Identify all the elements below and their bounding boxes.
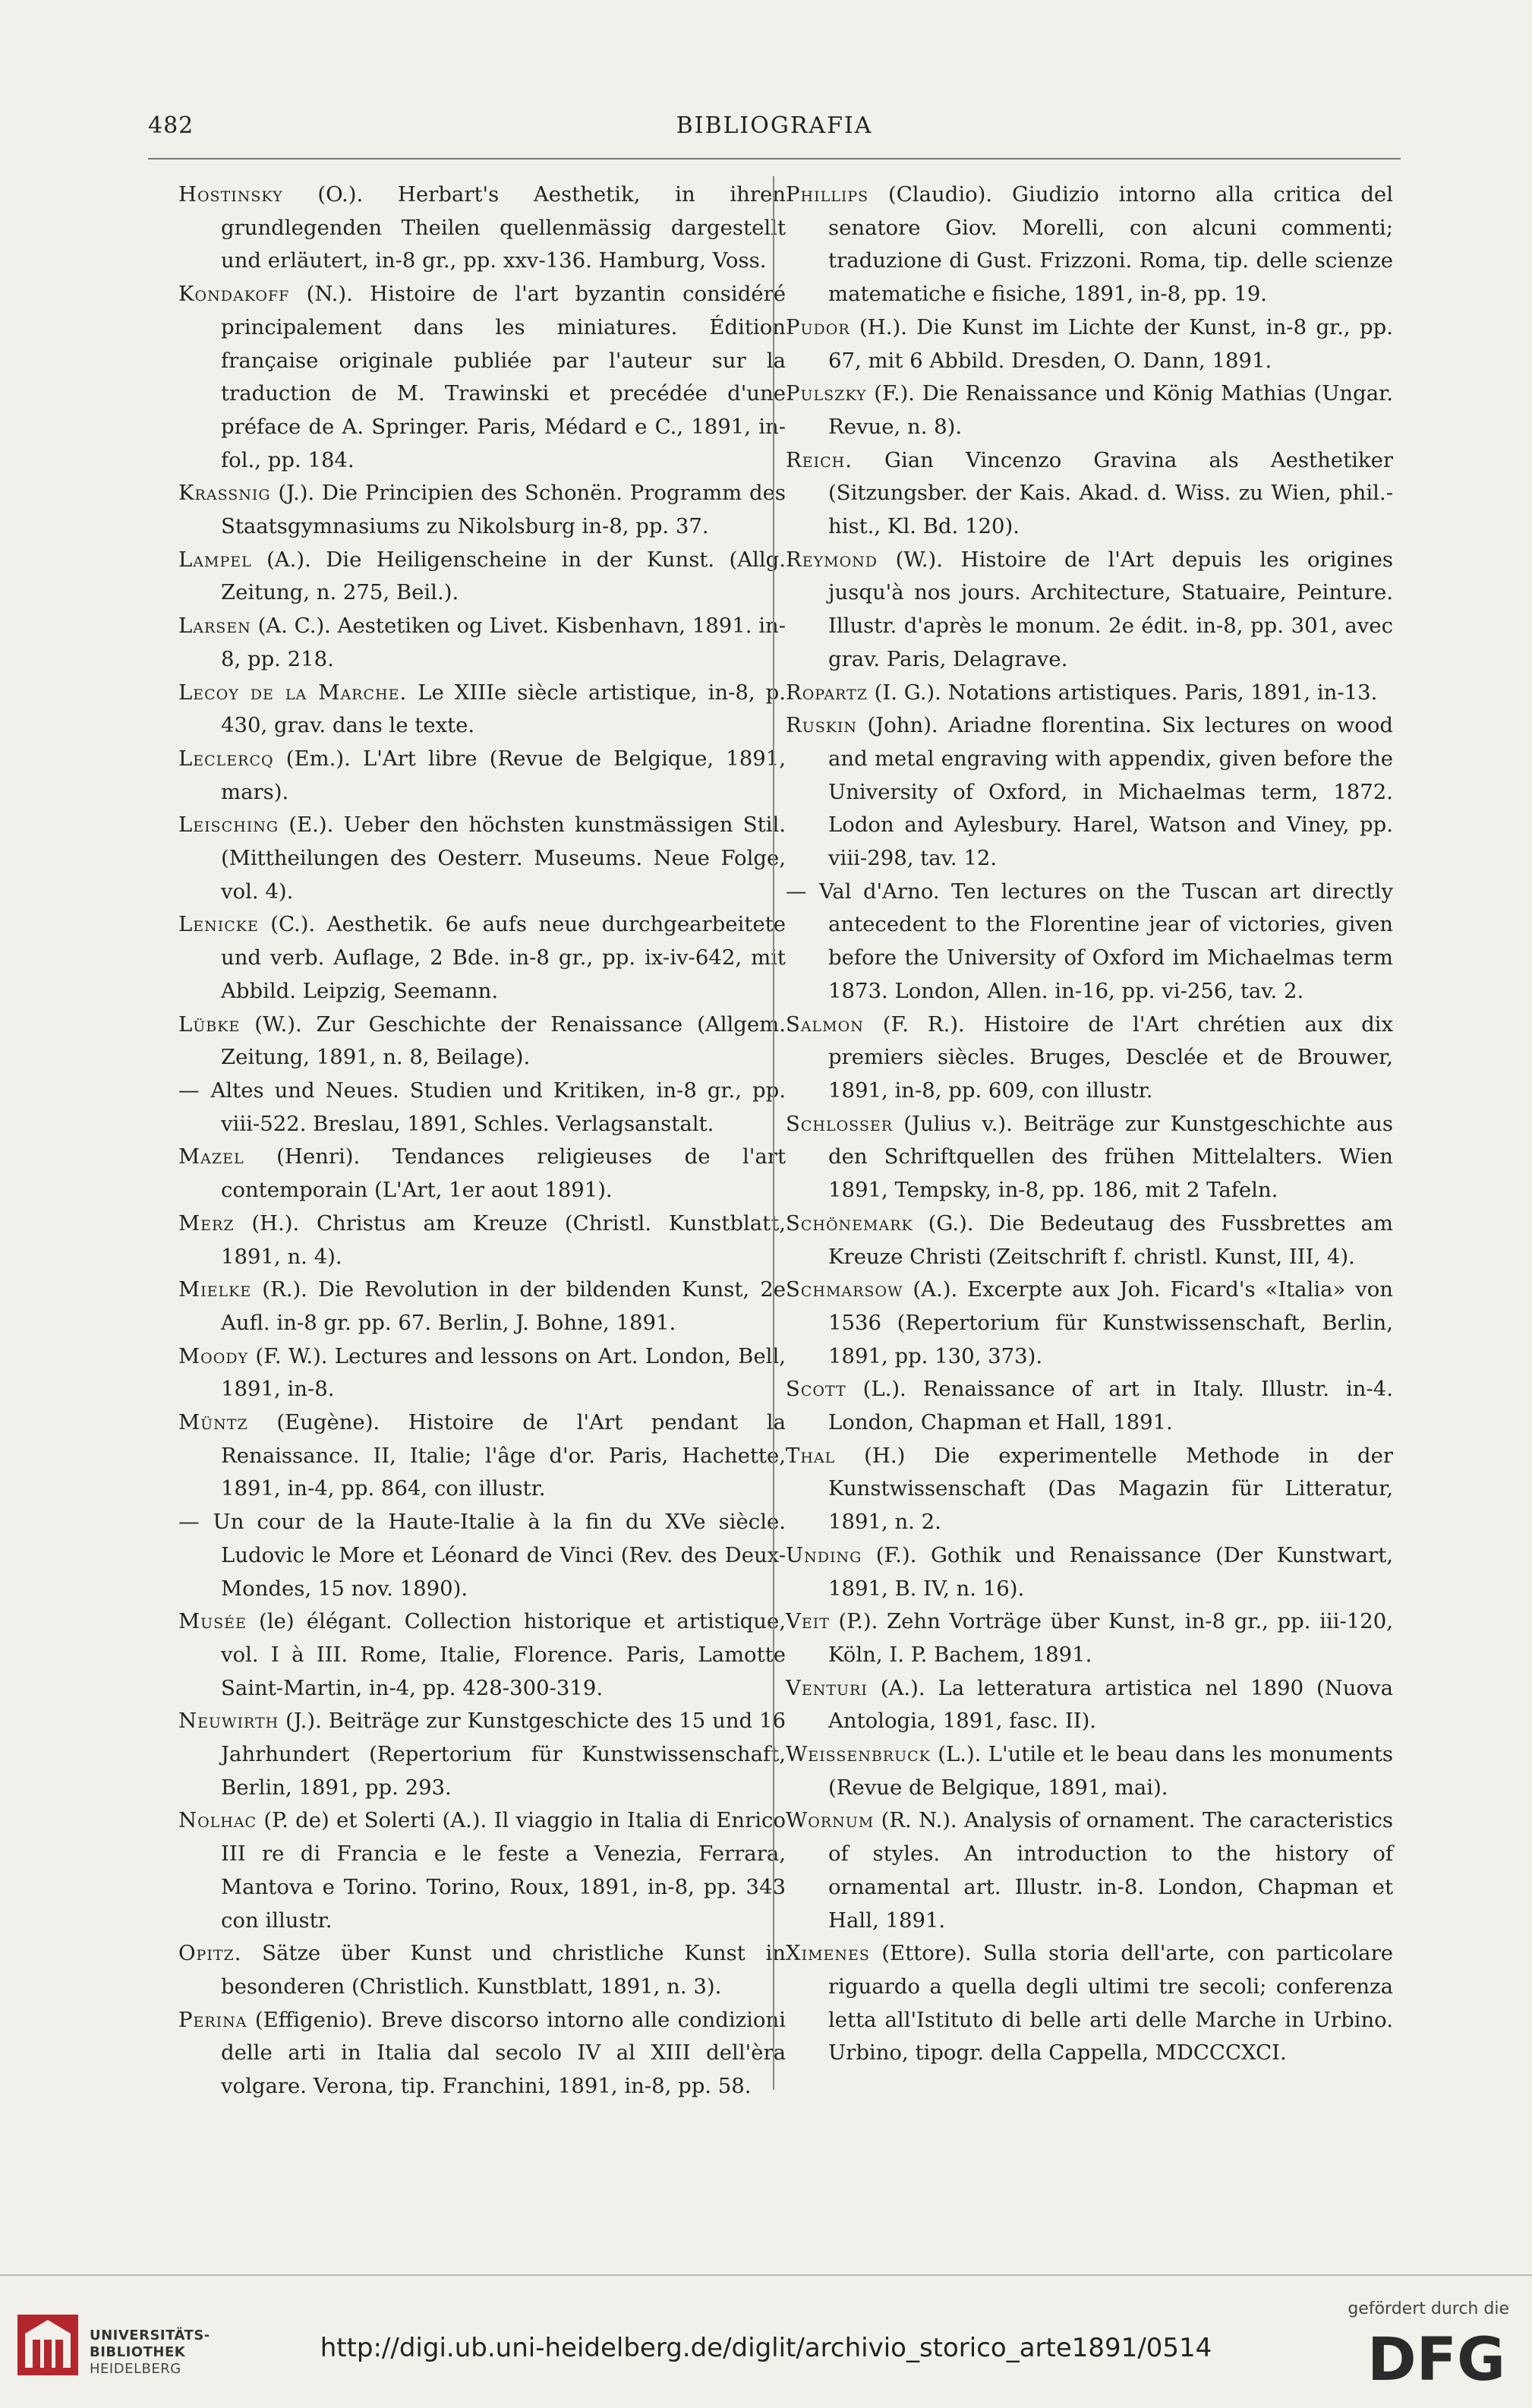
bibliography-entry bbox=[786, 1273, 1393, 1373]
entry-text: (H.). Die Kunst im Lichte der Kunst, in-8 gr., pp. 67, mit 6 Abbild. Dresden, O. Dann, 1891. bbox=[828, 314, 1393, 373]
entry-author: Merz bbox=[178, 1210, 235, 1236]
bibliography-entry bbox=[178, 2004, 786, 2103]
entry-text: (Eugène). Histoire de l'Art pendant la Renaissance. II, Italie; l'âge d'or. Paris, Hachette, 1891, in-4, pp. 864, con illustr. bbox=[221, 1410, 786, 1501]
entry-text: Altes und Neues. Studien und Kritiken, in-8 gr., pp. viii-522. Breslau, 1891, Schles. Verlagsanstalt. bbox=[200, 1078, 786, 1136]
entry-text: Gian Vincenzo Gravina als Aesthetiker (Sitzungsber. der Kais. Akad. d. Wiss. zu Wien, phil.-hist., Kl. Bd. 120). bbox=[828, 447, 1393, 539]
bibliography-entry bbox=[178, 677, 786, 743]
entry-text: (G.). Die Bedeutaug des Fussbrettes am Kreuze Christi (Zeitschrift f. christl. Kunst, III, 4). bbox=[828, 1210, 1393, 1269]
bibliography-entry bbox=[786, 1539, 1393, 1605]
entry-text: (J.). Beiträge zur Kunstgeschicte des 15 und 16 Jahrhundert (Repertorium für Kunstwissenschaft, Berlin, 1891, pp. 293. bbox=[221, 1709, 786, 1800]
entry-author: Neuwirth bbox=[178, 1709, 279, 1734]
entry-text: (Ettore). Sulla storia dell'arte, con particolare riguardo a quella degli ultimi tre secoli; conferenza letta all'Istituto di belle arti delle Marche in Urbino. Urbino, tipogr. della Cappella, MDCCCXCI. bbox=[828, 1941, 1393, 2066]
page-header bbox=[148, 112, 1401, 158]
entry-author: Reymond bbox=[786, 547, 878, 572]
bibliography-entry bbox=[178, 1273, 786, 1340]
entry-text: (P.). Zehn Vorträge über Kunst, in-8 gr., pp. iii-120, Köln, I. P. Bachem, 1891. bbox=[828, 1609, 1393, 1667]
entry-text: (F.). Die Renaissance und König Mathias (Ungar. Revue, n. 8). bbox=[828, 381, 1393, 439]
entry-author: Krassnig bbox=[178, 481, 271, 506]
bibliography-entry bbox=[786, 1672, 1393, 1738]
entry-author: Lampel bbox=[178, 547, 252, 572]
library-name-line1: UNIVERSITÄTS- bbox=[90, 2328, 210, 2343]
entry-author: Schlosser bbox=[786, 1111, 894, 1136]
bibliography-entry bbox=[178, 278, 786, 477]
entry-author: Scott bbox=[786, 1377, 846, 1402]
entry-text: (P. de) et Solerti (A.). Il viaggio in Italia di Enrico III re di Francia e le feste a Venezia, Ferrara, Mantova e Torino. Torino, Roux, 1891, in-8, pp. 343 con illustr. bbox=[221, 1808, 786, 1933]
bibliography-entry bbox=[178, 908, 786, 1008]
entry-author: Ruskin bbox=[786, 713, 858, 738]
entry-author: Schönemark bbox=[786, 1210, 913, 1236]
bibliography-entry bbox=[786, 377, 1393, 443]
dfg-logo-text: DFG bbox=[1367, 2327, 1505, 2387]
source-url-link[interactable]: http://digi.ub.uni-heidelberg.de/diglit/archivio_storico_arte1891/0514 bbox=[320, 2333, 1212, 2363]
entry-text: (L.). Renaissance of art in Italy. Illustr. in-4. London, Chapman et Hall, 1891. bbox=[828, 1377, 1393, 1435]
entry-text: Val d'Arno. Ten lectures on the Tuscan art directly antecedent to the Florentine jear of victories, given before the University of Oxford im Michaelmas term 1873. London, Allen. in-16, pp. vi-256, tav. 2. bbox=[807, 879, 1393, 1003]
library-name-line3: HEIDELBERG bbox=[90, 2361, 181, 2377]
entry-text: (Em.). L'Art libre (Revue de Belgique, 1891, mars). bbox=[221, 746, 786, 804]
entry-text: (le) élégant. Collection historique et artistique, vol. I à III. Rome, Italie, Florence. Paris, Lamotte Saint-Martin, in-4, pp. 428-300-319. bbox=[221, 1609, 786, 1700]
bibliography-entry bbox=[786, 1937, 1393, 2070]
bibliography-entry bbox=[786, 677, 1393, 710]
entry-author: — bbox=[786, 879, 808, 904]
bibliography-entry bbox=[178, 477, 786, 543]
bibliography-entry bbox=[786, 1605, 1393, 1671]
entry-author: — bbox=[178, 1078, 200, 1103]
entry-text: (Claudio). Giudizio intorno alla critica del senatore Giov. Morelli, con alcuni commenti; traduzione di Gust. Frizzoni. Roma, tip. delle scienze matematiche e fisiche, 1891, in-8, pp. 19. bbox=[828, 182, 1393, 307]
entry-author: Unding bbox=[786, 1542, 862, 1567]
entry-text: (John). Ariadne florentina. Six lectures on wood and metal engraving with appendix, given before the University of Oxford, in Michaelmas term, 1872. Lodon and Aylesbury. Harel, Watson and Viney, pp. viii-298, tav. 12. bbox=[828, 713, 1393, 871]
entry-author: — bbox=[178, 1510, 200, 1535]
entry-text: (H.) Die experimentelle Methode in der Kunstwissenschaft (Das Magazin für Litteratur, 1891, n. 2. bbox=[828, 1443, 1393, 1535]
entry-author: Schmarsow bbox=[786, 1277, 903, 1302]
entry-text: (Effigenio). Breve discorso intorno alle condizioni delle arti in Italia dal secolo IV al XIII dell'èra volgare. Verona, tip. Franchini, 1891, in-8, pp. 58. bbox=[221, 2007, 786, 2099]
bibliography-entry bbox=[786, 1207, 1393, 1273]
entry-author: Mazel bbox=[178, 1144, 244, 1169]
entry-text: (Henri). Tendances religieuses de l'art contemporain (L'Art, 1er aout 1891). bbox=[221, 1144, 786, 1203]
entry-author: Veit bbox=[786, 1609, 830, 1634]
bibliography-entry bbox=[178, 809, 786, 908]
entry-text: Le XIIIe siècle artistique, in-8, p. 430, grav. dans le texte. bbox=[221, 680, 786, 738]
entry-text: (F. R.). Histoire de l'Art chrétien aux dix premiers siècles. Bruges, Desclée et de Brouwer, 1891, in-8, pp. 609, con illustr. bbox=[828, 1011, 1393, 1103]
bibliography-entry bbox=[786, 444, 1393, 544]
entry-text: (O.). Herbart's Aesthetik, in ihren grundlegenden Theilen quellenmässig dargestellt und erläutert, in-8 gr., pp. xxv-136. Hamburg, Voss. bbox=[221, 182, 786, 273]
entry-text: Un cour de la Haute-Italie à la fin du XVe siècle. Ludovic le More et Léonard de Vinci (Rev. des Deux-Mondes, 15 nov. 1890). bbox=[200, 1510, 786, 1601]
entry-author: Venturi bbox=[786, 1675, 868, 1700]
entry-author: Ropartz bbox=[786, 680, 868, 705]
entry-author: Opitz. bbox=[178, 1941, 242, 1966]
bibliography-entry bbox=[178, 1008, 786, 1075]
entry-author: Wornum bbox=[786, 1808, 875, 1833]
bibliography-entry bbox=[178, 1207, 786, 1273]
entry-text: Sätze über Kunst und christliche Kunst in besonderen (Christlich. Kunstblatt, 1891, n. 3). bbox=[221, 1941, 786, 1999]
bibliography-entry bbox=[178, 743, 786, 809]
page-number: 482 bbox=[148, 112, 194, 139]
bibliography-entry bbox=[786, 178, 1393, 311]
entry-author: Salmon bbox=[786, 1011, 864, 1037]
sponsor-text: gefördert durch die bbox=[1348, 2299, 1509, 2318]
entry-text: (A.). Excerpte aux Joh. Ficard's «Italia» von 1536 (Repertorium für Kunstwissenschaft, Berlin, 1891, pp. 130, 373). bbox=[828, 1277, 1393, 1368]
entry-text: (F.). Gothik und Renaissance (Der Kunstwart, 1891, B. IV, n. 16). bbox=[828, 1542, 1393, 1601]
entry-text: (H.). Christus am Kreuze (Christl. Kunstblatt, 1891, n. 4). bbox=[221, 1210, 786, 1269]
bibliography-entry bbox=[178, 178, 786, 278]
bibliography-entry bbox=[178, 1075, 786, 1141]
left-column bbox=[178, 178, 786, 2103]
entry-author: Nolhac bbox=[178, 1808, 257, 1833]
entry-text: (W.). Zur Geschichte der Renaissance (Allgem. Zeitung, 1891, n. 8, Beilage). bbox=[221, 1011, 786, 1070]
entry-author: Pudor bbox=[786, 314, 850, 339]
entry-text: (I. G.). Notations artistiques. Paris, 1891, in-13. bbox=[867, 680, 1378, 705]
column-divider bbox=[773, 176, 774, 2090]
entry-text: (J.). Die Principien des Schonën. Programm des Staatsgymnasiums zu Nikolsburg in-8, pp. 37. bbox=[221, 481, 786, 539]
entry-author: Phillips bbox=[786, 182, 869, 207]
entry-text: (Julius v.). Beiträge zur Kunstgeschichte aus den Schriftquellen des frühen Mittelalters. Wien 1891, Tempsky, in-8, pp. 186, mit 2 Tafeln. bbox=[828, 1111, 1393, 1203]
entry-author: Larsen bbox=[178, 614, 251, 639]
library-name-line2: BIBLIOTHEK bbox=[90, 2344, 186, 2360]
bibliography-entry bbox=[178, 1141, 786, 1207]
bibliography-entry bbox=[786, 709, 1393, 876]
entry-author: Reich. bbox=[786, 447, 853, 472]
bibliography-entry bbox=[178, 1506, 786, 1605]
header-rule bbox=[148, 158, 1401, 159]
bibliography-entry bbox=[786, 544, 1393, 677]
bibliography-entry bbox=[786, 1373, 1393, 1439]
bibliography-entry bbox=[178, 610, 786, 676]
bibliography-entry bbox=[786, 1008, 1393, 1108]
entry-author: Lecoy de la Marche. bbox=[178, 680, 408, 705]
entry-author: Perina bbox=[178, 2007, 247, 2032]
entry-author: Lübke bbox=[178, 1011, 241, 1037]
right-column bbox=[786, 178, 1393, 2070]
entry-text: (E.). Ueber den höchsten kunstmässigen Stil. (Mittheilungen des Oesterr. Museums. Neue Folge, vol. 4). bbox=[221, 813, 786, 904]
entry-author: Leisching bbox=[178, 813, 279, 838]
bibliography-entry bbox=[786, 1738, 1393, 1804]
entry-text: (A. C.). Aestetiken og Livet. Kisbenhavn, 1891. in-8, pp. 218. bbox=[221, 614, 786, 671]
entry-author: Musée bbox=[178, 1609, 247, 1634]
bibliography-entry bbox=[786, 1440, 1393, 1539]
bibliography-entry bbox=[178, 1937, 786, 2003]
entry-text: (C.). Aesthetik. 6e aufs neue durchgearbeitete und verb. Auflage, 2 Bde. in-8 gr., pp. ix-iv-642, mit Abbild. Leipzig, Seemann. bbox=[221, 912, 786, 1003]
entry-text: (A.). La letteratura artistica nel 1890 (Nuova Antologia, 1891, fasc. II). bbox=[828, 1675, 1393, 1734]
bibliography-entry bbox=[786, 876, 1393, 1008]
sponsor-block bbox=[1312, 2299, 1509, 2398]
dfg-logo-icon[interactable] bbox=[1350, 2327, 1509, 2387]
bibliography-entry bbox=[178, 1605, 786, 1705]
bibliography-entry bbox=[786, 1804, 1393, 1937]
entry-author: Moody bbox=[178, 1343, 249, 1368]
bibliography-entry bbox=[178, 1804, 786, 1937]
entry-text: (L.). L'utile et le beau dans les monuments (Revue de Belgique, 1891, mai). bbox=[828, 1742, 1393, 1800]
bibliography-entry bbox=[786, 1108, 1393, 1207]
entry-author: Müntz bbox=[178, 1410, 248, 1435]
entry-author: Weissenbruck bbox=[786, 1742, 931, 1767]
entry-author: Pulszky bbox=[786, 381, 867, 406]
entry-text: (R. N.). Analysis of ornament. The caracteristics of styles. An introduction to the history of ornamental art. Illustr. in-8. London, Chapman et Hall, 1891. bbox=[828, 1808, 1393, 1933]
entry-author: Hostinsky bbox=[178, 182, 283, 207]
bibliography-entry bbox=[786, 311, 1393, 377]
entry-text: (R.). Die Revolution in der bildenden Kunst, 2e Aufl. in-8 gr. pp. 67. Berlin, J. Bohne, 1891. bbox=[221, 1277, 786, 1335]
entry-author: Leclercq bbox=[178, 746, 274, 771]
entry-author: Kondakoff bbox=[178, 282, 290, 307]
entry-author: Lenicke bbox=[178, 912, 259, 937]
entry-text: (N.). Histoire de l'art byzantin considéré principalement dans les miniatures. Édition française originale publiée par l'auteur sur la traduction de M. Trawinski et precédée d'une préface de A. Springer. Paris, Médard e C., 1891, in-fol., pp. 184. bbox=[221, 282, 786, 472]
entry-text: (W.). Histoire de l'Art depuis les origines jusqu'à nos jours. Architecture, Statuaire, Peinture. Illustr. d'après le monum. 2e édit. in-8, pp. 301, avec grav. Paris, Delagrave. bbox=[828, 547, 1393, 671]
entry-text: (A.). Die Heiligenscheine in der Kunst. (Allg. Zeitung, n. 275, Beil.). bbox=[221, 547, 786, 605]
entry-author: Mielke bbox=[178, 1277, 252, 1302]
running-title: BIBLIOGRAFIA bbox=[676, 112, 873, 139]
bibliography-entry bbox=[178, 1705, 786, 1804]
bibliography-entry bbox=[178, 544, 786, 610]
entry-author: Ximenes bbox=[786, 1941, 870, 1966]
footer-rule bbox=[0, 2274, 1532, 2276]
entry-author: Thal bbox=[786, 1443, 836, 1468]
bibliography-entry bbox=[178, 1340, 786, 1406]
bibliography-entry bbox=[178, 1406, 786, 1506]
entry-text: (F. W.). Lectures and lessons on Art. London, Bell, 1891, in-8. bbox=[221, 1343, 786, 1402]
